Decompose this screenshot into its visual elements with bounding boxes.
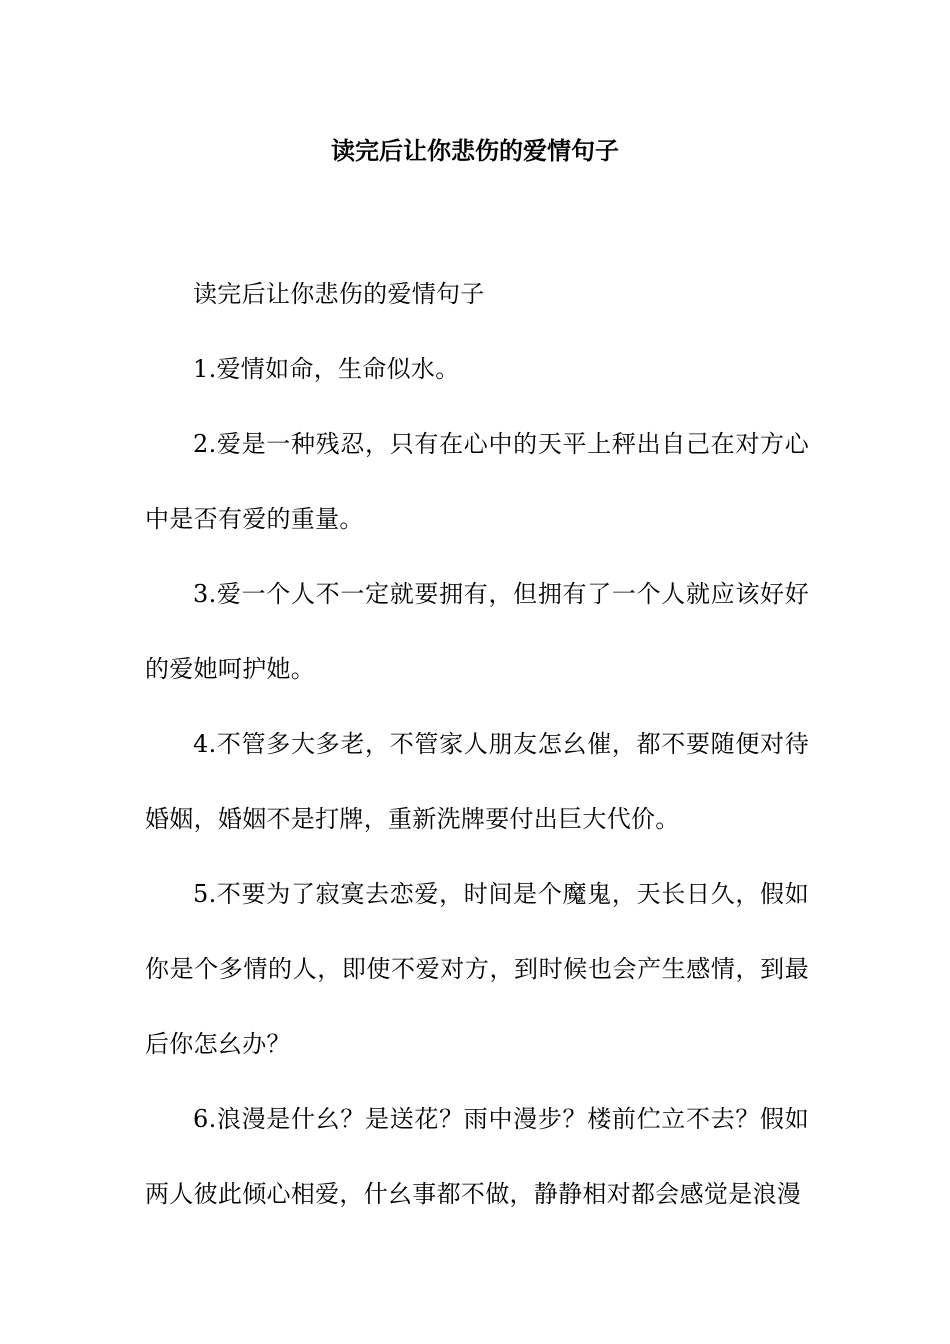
paragraph-item-3: 3.爱一个人不一定就要拥有，但拥有了一个人就应该好好的爱她呵护她。 <box>145 580 809 683</box>
document-title: 读完后让你悲伤的爱情句子 <box>331 137 619 165</box>
paragraph-subtitle: 读完后让你悲伤的爱情句子 <box>193 280 485 308</box>
document-body <box>145 257 809 1232</box>
paragraph-item-1: 1.爱情如命，生命似水。 <box>193 355 460 383</box>
paragraph-item-2: 2.爱是一种残忍，只有在心中的天平上秤出自己在对方心中是否有爱的重量。 <box>145 430 809 533</box>
paragraph-item-5: 5.不要为了寂寞去恋爱，时间是个魔鬼，天长日久，假如你是个多情的人，即使不爱对方，到时候也会产生感情，到最后你怎幺办？ <box>145 880 809 1058</box>
paragraph-item-6: 6.浪漫是什幺？是送花？雨中漫步？楼前伫立不去？假如两人彼此倾心相爱，什幺事都不做，静静相对都会感觉是浪漫 <box>145 1105 809 1208</box>
paragraph-item-4: 4.不管多大多老，不管家人朋友怎幺催，都不要随便对待婚姻，婚姻不是打牌，重新洗牌要付出巨大代价。 <box>145 730 809 833</box>
